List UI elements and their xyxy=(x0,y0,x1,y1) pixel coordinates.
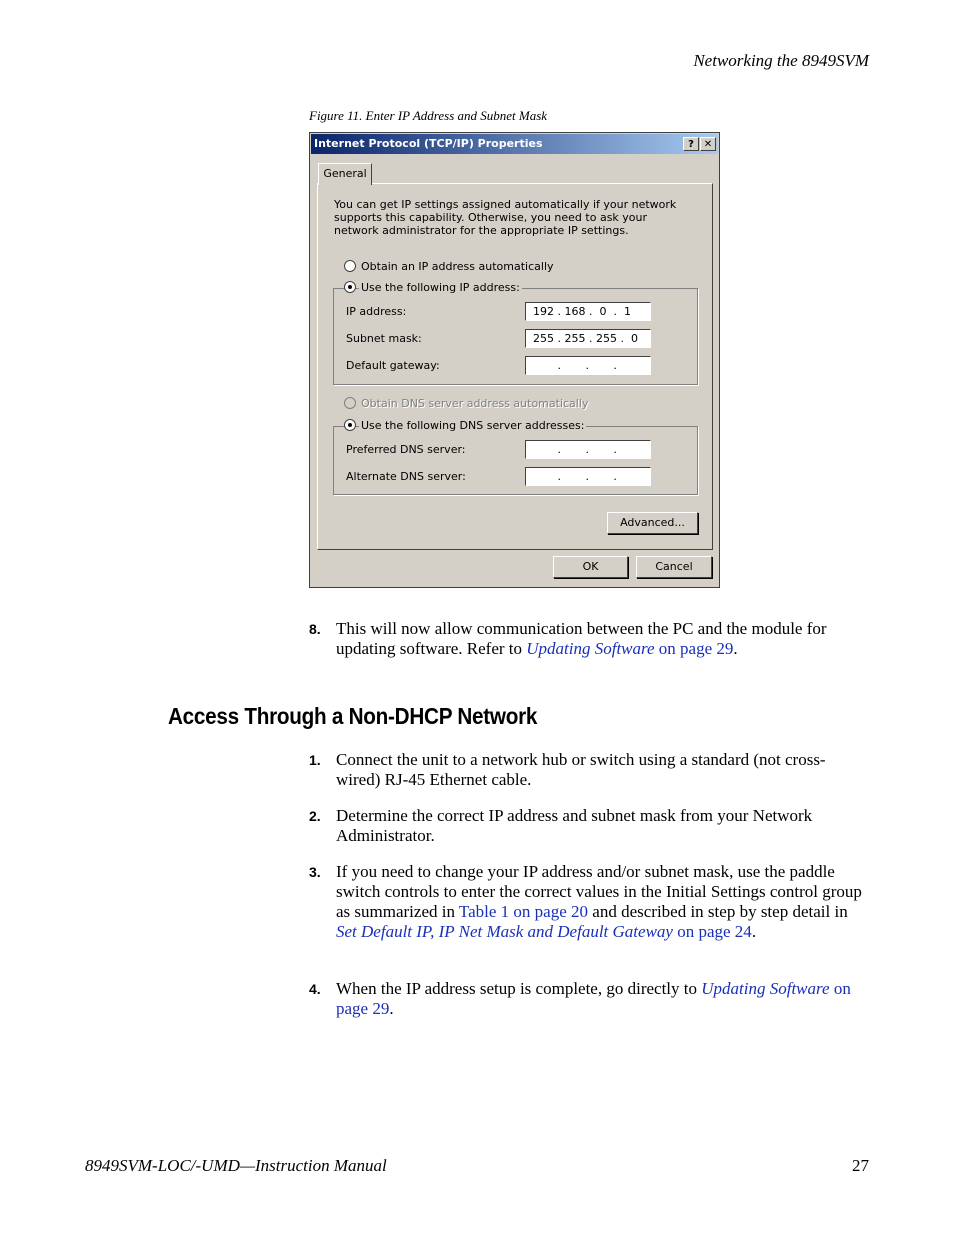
step-text: Connect the unit to a network hub or switch using a standard (not cross-wired) RJ-45 Ethernet cable. xyxy=(336,750,826,789)
link-updating-software[interactable]: Updating Software xyxy=(526,639,655,658)
section-heading: Access Through a Non-DHCP Network xyxy=(168,703,538,729)
step-1 xyxy=(309,750,869,790)
step-4-end: . xyxy=(389,999,394,1018)
radio-auto-ip-label: Obtain an IP address automatically xyxy=(361,260,554,273)
link-updating-software[interactable]: Updating Software xyxy=(701,979,830,998)
link-table-1[interactable]: Table 1 on page 20 xyxy=(458,902,589,921)
default-gateway-input[interactable]: . . . xyxy=(525,356,651,375)
ip-address-label: IP address: xyxy=(346,305,407,318)
step-8 xyxy=(309,619,869,659)
general-tab-panel xyxy=(317,183,713,550)
step-8-end: . xyxy=(733,639,738,658)
step-number: 1. xyxy=(309,752,321,768)
subnet-mask-label: Subnet mask: xyxy=(346,332,422,345)
dialog-title: Internet Protocol (TCP/IP) Properties xyxy=(314,137,543,150)
step-number: 4. xyxy=(309,981,321,997)
close-button[interactable]: ✕ xyxy=(700,137,716,151)
dialog-titlebar xyxy=(311,134,718,154)
footer-manual-title: 8949SVM-LOC/-UMD—Instruction Manual xyxy=(85,1156,387,1175)
subnet-mask-input[interactable]: 255 . 255 . 255 . 0 xyxy=(525,329,651,348)
default-gateway-label: Default gateway: xyxy=(346,359,440,372)
cancel-button[interactable]: Cancel xyxy=(636,556,712,578)
radio-auto-dns-label: Obtain DNS server address automatically xyxy=(361,397,589,410)
preferred-dns-input[interactable]: . . . xyxy=(525,440,651,459)
radio-auto-dns[interactable] xyxy=(344,397,356,409)
step-8-text: This will now allow communication between the PC and the module for updating software. Refer to xyxy=(336,619,827,658)
radio-manual-ip[interactable] xyxy=(344,281,356,293)
help-button[interactable]: ? xyxy=(683,137,699,151)
alternate-dns-input[interactable]: . . . xyxy=(525,467,651,486)
step-3-text-b: and described in step by step detail in xyxy=(588,902,848,921)
radio-manual-dns-label: Use the following DNS server addresses: xyxy=(361,419,585,432)
tab-general[interactable]: General xyxy=(318,163,372,185)
ip-address-input[interactable]: 192 . 168 . 0 . 1 xyxy=(525,302,651,321)
step-text xyxy=(336,619,869,659)
step-3-end: . xyxy=(751,922,757,941)
step-3-text-a: If you need to change your IP address and/or subnet mask, use the paddle switch controls to enter the correct values in the Initial Settings control group as summarized in xyxy=(336,862,862,921)
tcpip-properties-dialog xyxy=(309,132,720,588)
radio-manual-dns[interactable] xyxy=(344,419,356,431)
link-page-29[interactable]: on page 29 xyxy=(336,979,851,1018)
link-page-24[interactable]: on page 24 xyxy=(672,922,752,941)
figure-caption: Figure 11. Enter IP Address and Subnet Mask xyxy=(309,108,548,123)
step-text: Determine the correct IP address and subnet mask from your Network Administrator. xyxy=(336,806,813,845)
step-3 xyxy=(309,862,869,942)
preferred-dns-label: Preferred DNS server: xyxy=(346,443,466,456)
step-number: 3. xyxy=(309,864,321,880)
advanced-button[interactable]: Advanced... xyxy=(607,512,698,534)
step-number: 8. xyxy=(309,621,321,637)
step-2 xyxy=(309,806,869,846)
ok-button[interactable]: OK xyxy=(553,556,628,578)
intro-text: You can get IP settings assigned automatically if your network supports this capability. Otherwise, you need to ask your network administrator for the appropriate IP settings. xyxy=(334,198,677,237)
alternate-dns-label: Alternate DNS server: xyxy=(346,470,466,483)
step-4 xyxy=(309,979,869,1019)
step-text xyxy=(336,862,869,942)
page-number: 27 xyxy=(852,1156,869,1175)
step-text xyxy=(336,979,869,1019)
radio-auto-ip[interactable] xyxy=(344,260,356,272)
radio-manual-ip-label: Use the following IP address: xyxy=(361,281,520,294)
step-4-text: When the IP address setup is complete, go directly to xyxy=(336,979,702,998)
running-header: Networking the 8949SVM xyxy=(693,51,869,70)
step-number: 2. xyxy=(309,808,321,824)
link-set-default-ip[interactable]: Set Default IP, IP Net Mask and Default Gateway xyxy=(336,922,673,941)
link-page-29[interactable]: on page 29 xyxy=(654,639,734,658)
